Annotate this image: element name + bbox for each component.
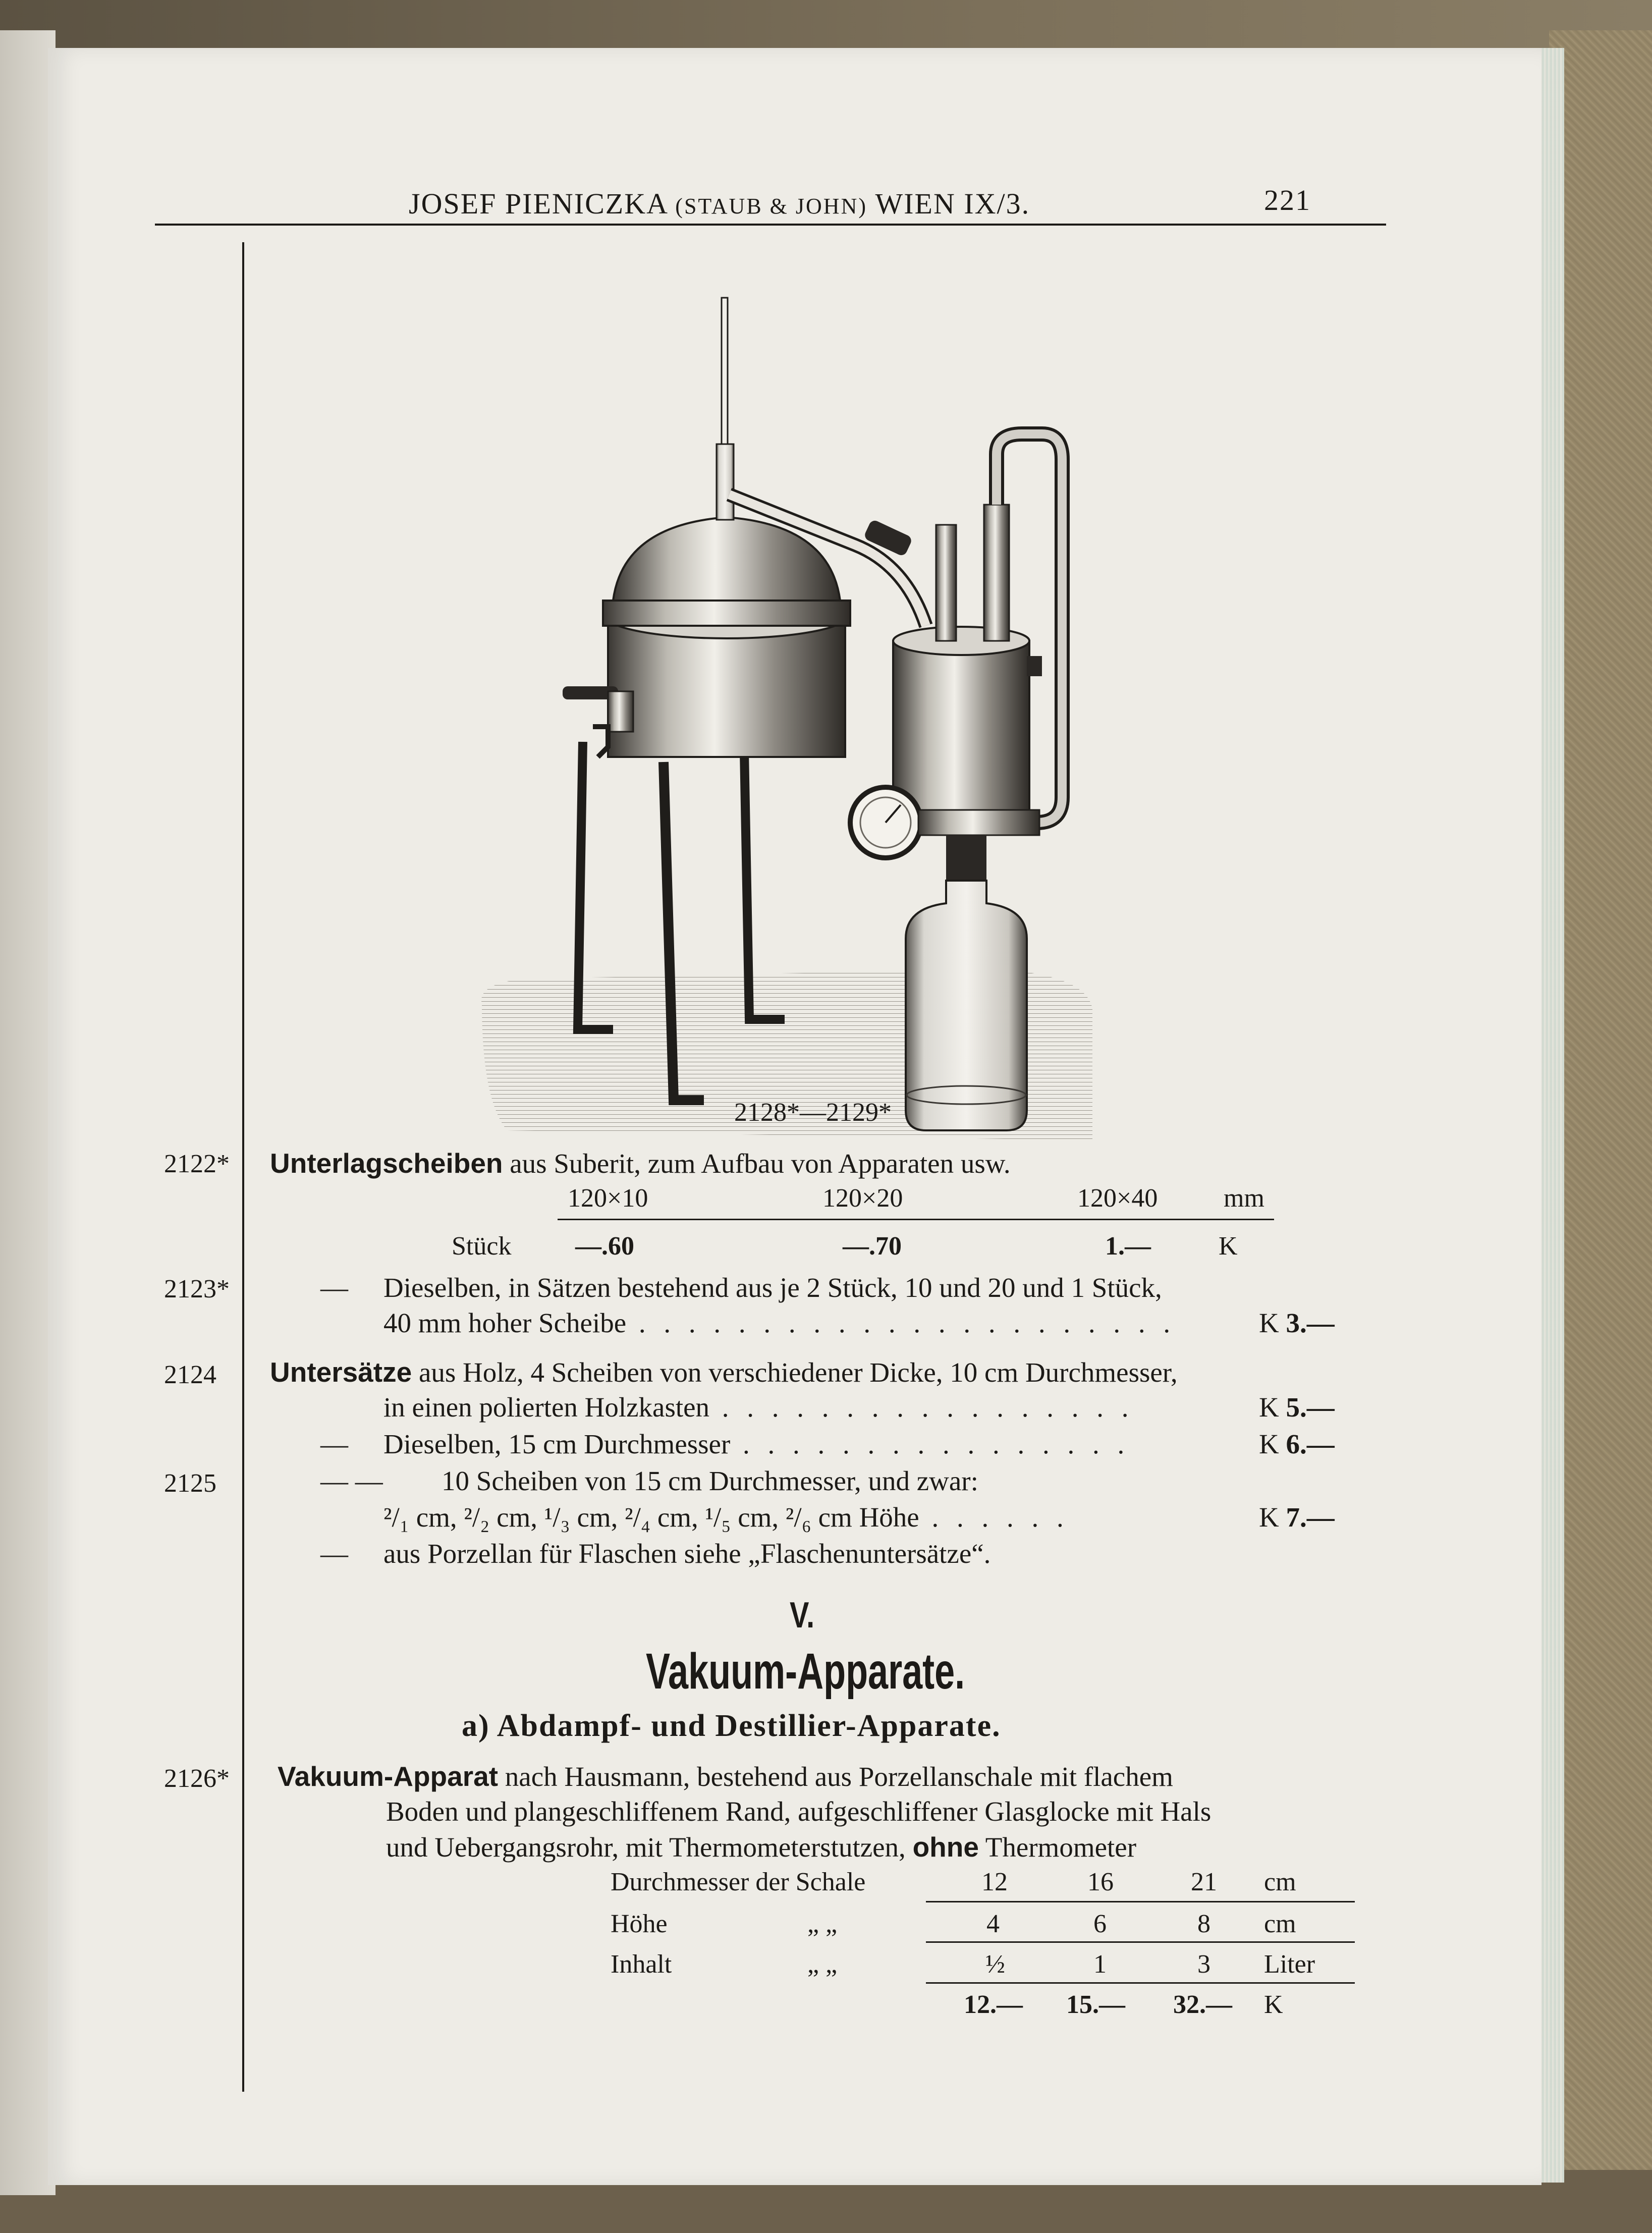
entry-2125-line1: 10 Scheiben von 15 cm Durchmesser, und zwar:: [442, 1465, 978, 1496]
entry-2124-price-value: 5.—: [1286, 1392, 1335, 1423]
entry-2126-line1: nach Hausmann, bestehend aus Porzellanschale mit flachem: [505, 1761, 1173, 1792]
catalog-page: [48, 48, 1541, 2185]
spec-row-label-diameter: Durchmesser der Schale: [611, 1868, 866, 1896]
entry-2124-sub-line: Dieselben, 15 cm Durchmesser . . . . . . . . . . . . . . . .: [383, 1429, 1130, 1459]
number-column-rule: [242, 242, 244, 2092]
spec-price-16: 15.—: [1066, 1990, 1125, 2019]
facing-page-edge: [0, 30, 56, 2195]
running-header: [409, 187, 1030, 221]
spec-height-6: 6: [1093, 1910, 1107, 1938]
header-rule: [155, 224, 1386, 226]
spec-volume-1: 1: [1093, 1950, 1107, 1979]
section-title: Vakuum-Apparate.: [646, 1643, 965, 1700]
size-120x20: 120×20: [822, 1184, 903, 1213]
entry-2124-sub-dash: —: [320, 1429, 348, 1459]
entry-2125-note-dash: —: [320, 1538, 348, 1569]
price-120x20: —.70: [843, 1232, 902, 1261]
spec-rule-1: [926, 1901, 1355, 1902]
entry-2125-dashes: — —: [320, 1465, 383, 1496]
spec-row-label-height: Höhe: [611, 1910, 668, 1938]
size-120x10: 120×10: [568, 1184, 648, 1213]
header-city: WIEN IX/3.: [875, 187, 1030, 220]
entry-2123-line1: Dieselben, in Sätzen bestehend aus je 2 Stück, 10 und 20 und 1 Stück,: [383, 1272, 1162, 1303]
header-company: JOSEF PIENICZKA: [409, 187, 667, 220]
entry-2125-line2: ²/₁ cm, ²/₂ cm, ¹/₃ cm, ²/₄ cm, ¹/₅ cm, ²/₆ cm Höhe . . . . . .: [383, 1502, 1069, 1533]
spec-height-8: 8: [1197, 1910, 1210, 1938]
entry-2124-description: [270, 1356, 1178, 1388]
entry-2126-line3-a: und Uebergangsrohr, mit Thermometerstutzen,: [386, 1832, 906, 1863]
entry-2125-note: aus Porzellan für Flaschen siehe „Flaschenuntersätze“.: [383, 1538, 991, 1569]
spec-volume-unit: Liter: [1264, 1950, 1315, 1979]
entry-2122-text: aus Suberit, zum Aufbau von Apparaten usw.: [510, 1148, 1011, 1179]
entry-2126-line3-b: Thermometer: [985, 1832, 1137, 1863]
entry-2124-line2: in einen polierten Holzkasten . . . . . . . . . . . . . . . . .: [383, 1392, 1134, 1423]
section-roman-numeral: V.: [790, 1595, 815, 1636]
size-unit: mm: [1224, 1184, 1264, 1213]
spec-diameter-12: 12: [981, 1868, 1008, 1896]
item-number-2125: 2125: [164, 1469, 216, 1498]
entry-2126-line3: [386, 1831, 1136, 1863]
entry-2123-line2-text: 40 mm hoher Scheibe: [383, 1308, 627, 1338]
spec-rule-2: [926, 1941, 1355, 1943]
item-number-2126: 2126*: [164, 1764, 230, 1793]
entry-2124-line1: aus Holz, 4 Scheiben von verschiedener Dicke, 10 cm Durchmesser,: [418, 1357, 1178, 1388]
spec-rule-3: [926, 1982, 1355, 1984]
book-cover-right: [1549, 30, 1652, 2200]
entry-2124-sub-text: Dieselben, 15 cm Durchmesser: [383, 1429, 731, 1459]
spec-height-ditto: „ „: [807, 1910, 838, 1938]
entry-2124-title: Untersätze: [270, 1356, 412, 1388]
entry-2124-sub-price: [1259, 1428, 1335, 1460]
entry-2123-price-value: 3.—: [1286, 1308, 1335, 1338]
entry-2123-dash: —: [320, 1272, 348, 1303]
entry-2122-title: Unterlagscheiben: [270, 1148, 503, 1179]
spec-volume-3: 3: [1197, 1950, 1210, 1979]
spec-price-12: 12.—: [964, 1990, 1023, 2019]
entry-2124-price-currency: K: [1259, 1392, 1279, 1423]
spec-price-21: 32.—: [1173, 1990, 1232, 2019]
size-120x40: 120×40: [1077, 1184, 1158, 1213]
entry-2124-line2-text: in einen polierten Holzkasten: [383, 1392, 710, 1423]
entry-2125-price-value: 7.—: [1286, 1502, 1335, 1533]
spec-volume-half: ½: [985, 1950, 1005, 1979]
size-table-rule: [558, 1219, 1274, 1220]
entry-2125-line2-text: ²/₁ cm, ²/₂ cm, ¹/₃ cm, ²/₄ cm, ¹/₅ cm, ²/₆ cm Höhe: [383, 1502, 919, 1533]
entry-2124-sub-price-currency: K: [1259, 1429, 1279, 1459]
entry-2126-line2: Boden und plangeschliffenem Rand, aufgeschliffener Glasglocke mit Hals: [386, 1796, 1212, 1827]
page-number: 221: [1264, 184, 1311, 216]
entry-2124-price: [1259, 1391, 1335, 1423]
entry-2123-price: [1259, 1307, 1335, 1339]
entry-2126-description: [278, 1760, 1173, 1792]
spec-diameter-16: 16: [1087, 1868, 1114, 1896]
header-partners: (STAUB & JOHN): [675, 194, 867, 219]
entry-2125-price: [1259, 1501, 1335, 1533]
entry-2126-line3-bold: ohne: [912, 1831, 979, 1863]
vacuum-distillation-apparatus-illustration: [462, 242, 1168, 1151]
entry-2123-price-currency: K: [1259, 1308, 1279, 1338]
entry-2124-sub-price-value: 6.—: [1286, 1429, 1335, 1459]
spec-diameter-21: 21: [1191, 1868, 1217, 1896]
entry-2126-title: Vakuum-Apparat: [278, 1761, 499, 1792]
spec-price-unit: K: [1264, 1990, 1283, 2019]
spec-height-4: 4: [986, 1910, 1000, 1938]
spec-row-label-volume: Inhalt: [611, 1950, 672, 1979]
section-subtitle: a) Abdampf- und Destillier-Apparate.: [462, 1709, 1001, 1743]
figure-caption: 2128*—2129*: [734, 1098, 892, 1127]
item-number-2123: 2123*: [164, 1275, 230, 1303]
spec-volume-ditto: „ „: [807, 1950, 838, 1979]
price-unit: K: [1219, 1232, 1238, 1261]
price-120x40: 1.—: [1105, 1232, 1151, 1261]
spec-height-unit: cm: [1264, 1910, 1296, 1938]
entry-2123-line2: 40 mm hoher Scheibe . . . . . . . . . . . . . . . . . . . . . .: [383, 1308, 1176, 1338]
item-number-2124: 2124: [164, 1360, 216, 1389]
spec-diameter-unit: cm: [1264, 1868, 1296, 1896]
entry-2122-description: [270, 1147, 1011, 1179]
item-number-2122: 2122*: [164, 1150, 230, 1178]
row-label-stueck: Stück: [452, 1232, 512, 1261]
entry-2125-price-currency: K: [1259, 1502, 1279, 1533]
price-120x10: —.60: [575, 1232, 634, 1261]
